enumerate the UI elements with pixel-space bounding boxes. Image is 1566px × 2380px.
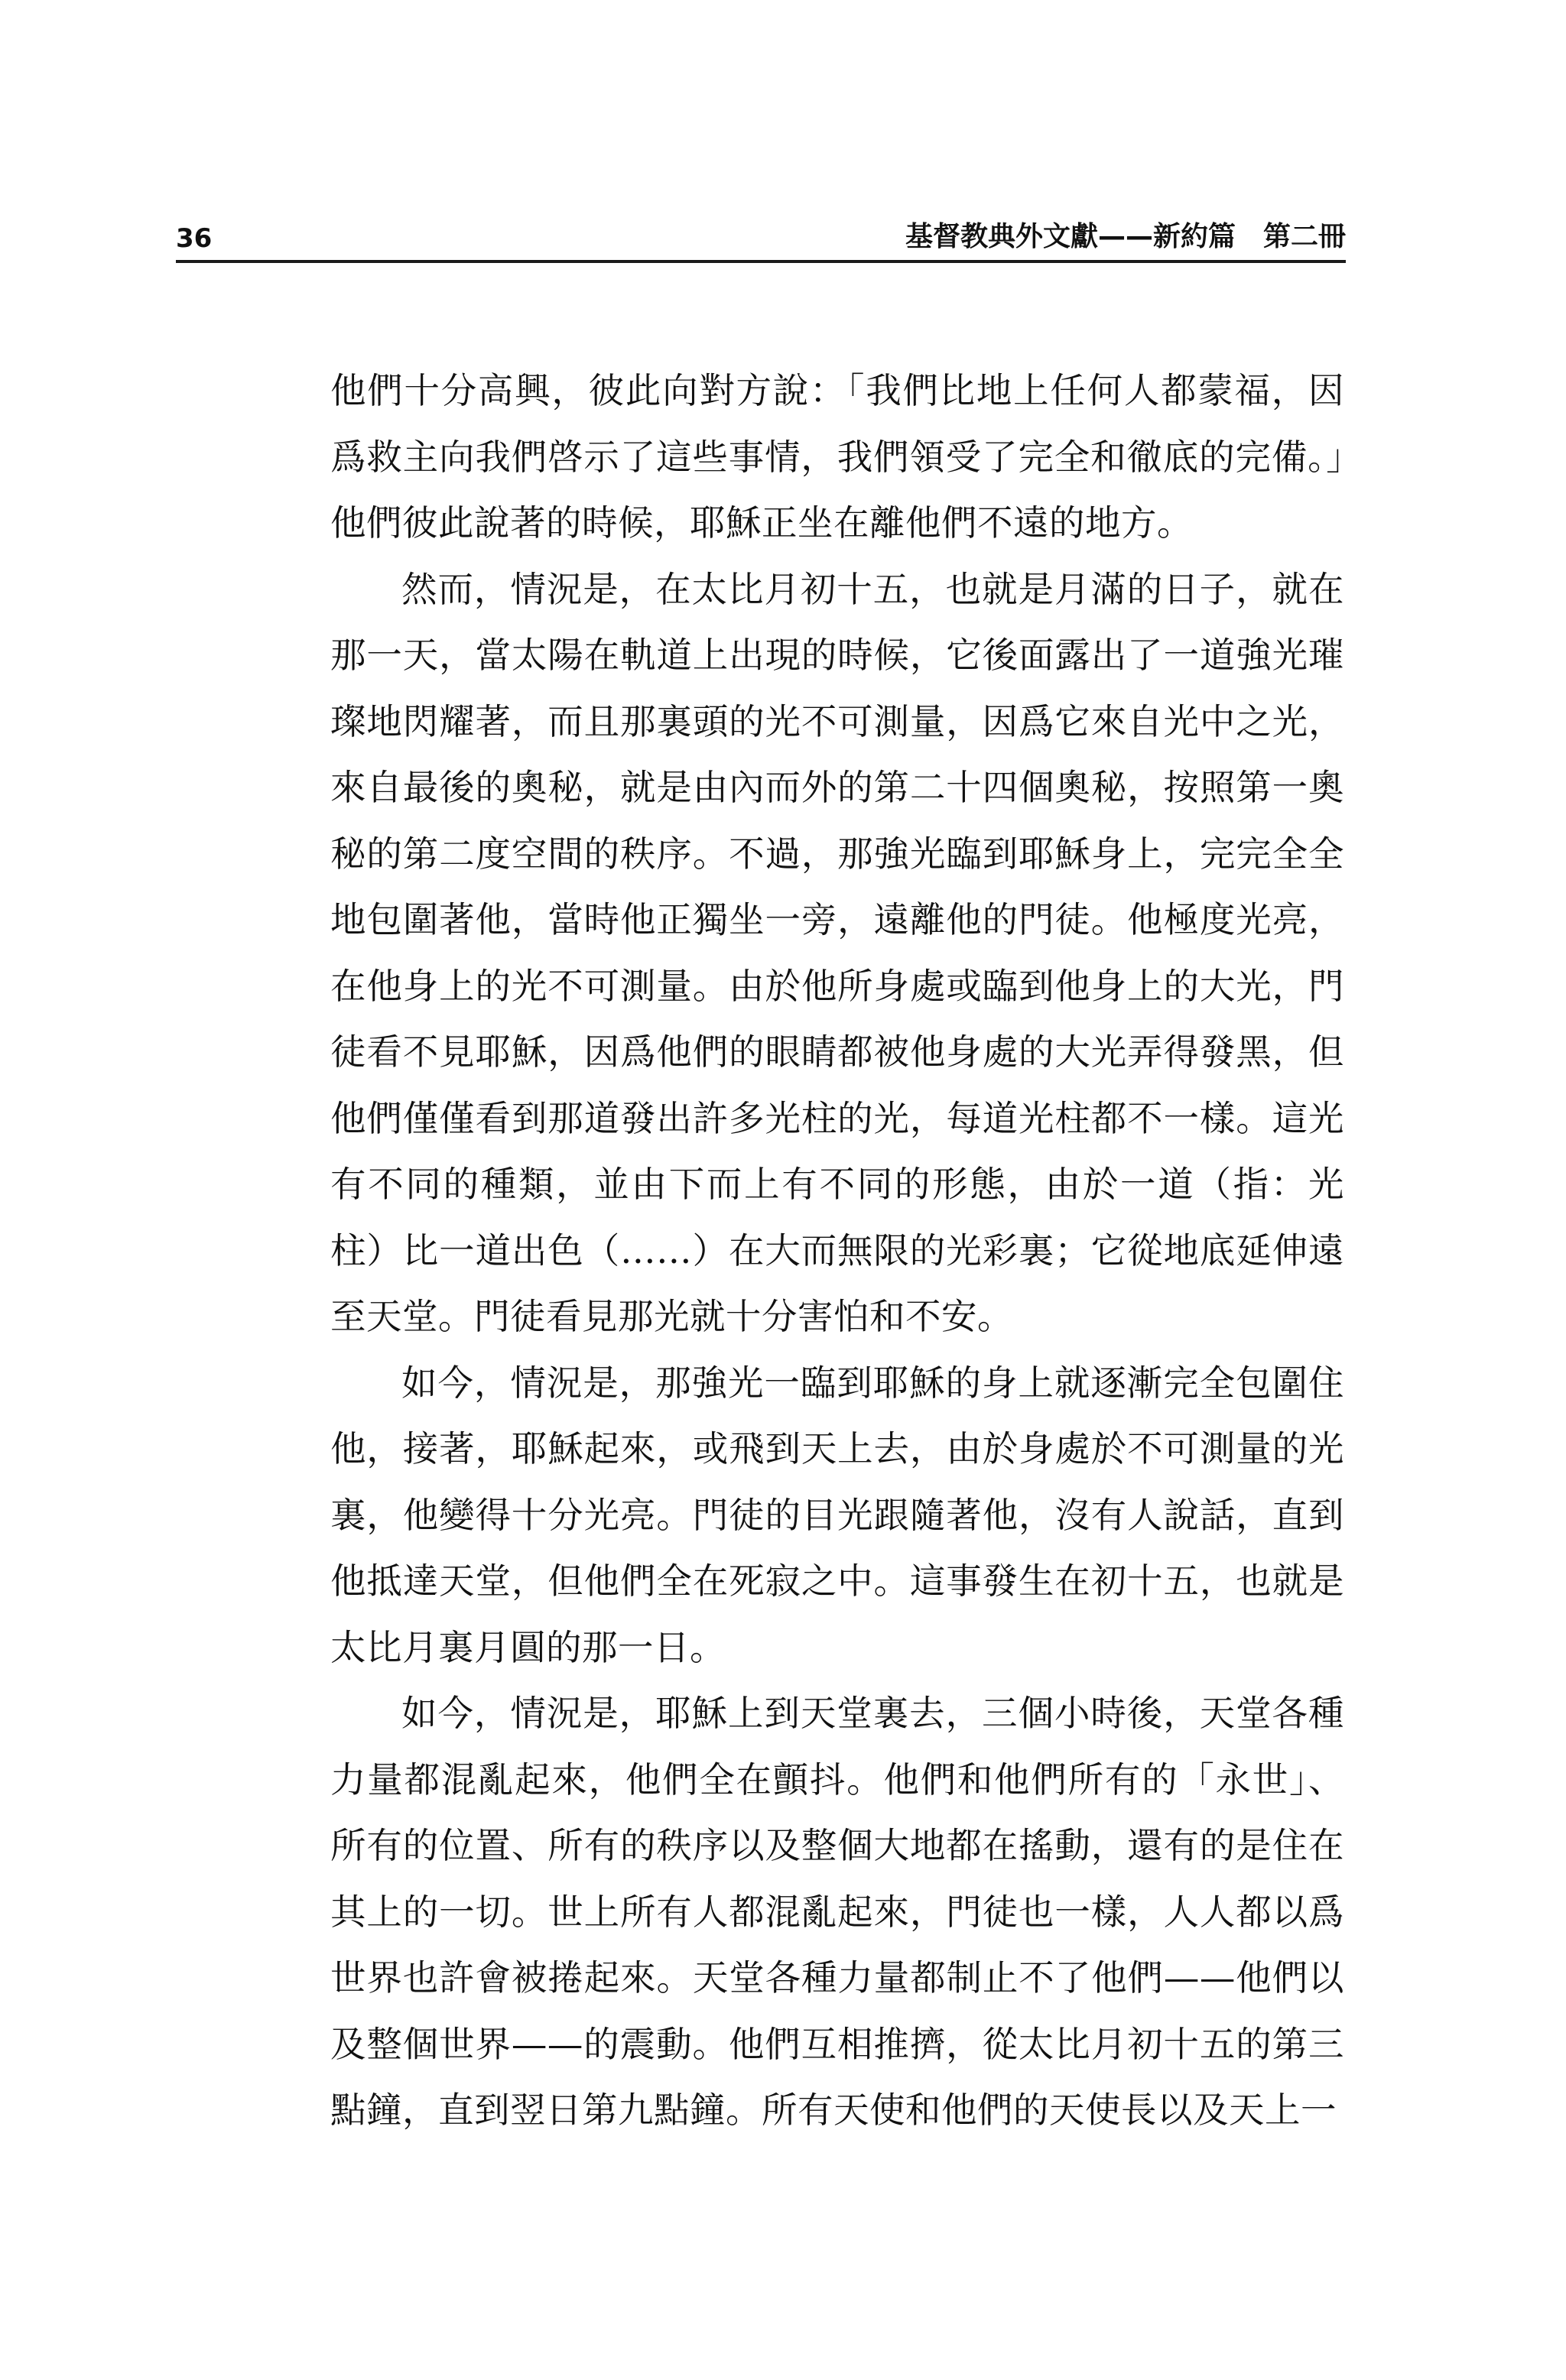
page-header bbox=[176, 211, 1346, 263]
paragraph-2: 然而，情況是，在太比月初十五，也就是月滿的日子，就在那一天，當太陽在軌道上出現的時候，它後面露出了一道強光璀璨地閃耀著，而且那裏頭的光不可測量，因爲它來自光中之光，來自最後的奧秘，就是由內而外的第二十四個奧秘，按照第一奧秘的第二度空間的秩序。不過，那強光臨到耶穌身上，完完全全地包圍著他，當時他正獨坐一旁，遠離他的門徒。他極度光亮，在他身上的光不可測量。由於他所身處或臨到他身上的大光，門徒看不見耶穌，因爲他們的眼睛都被他身處的大光弄得發黑，但他們僅僅看到那道發出許多光柱的光，每道光柱都不一樣。這光有不同的種類，並由下而上有不同的形態，由於一道（指：光柱）比一道出色（……）在大而無限的光彩裏；它從地底延伸遠至天堂。門徒看見那光就十分害怕和不安。 bbox=[330, 568, 1344, 1337]
page-number: 36 bbox=[176, 223, 213, 254]
paragraph-3: 如今，情況是，那強光一臨到耶穌的身上就逐漸完全包圍住他，接著，耶穌起來，或飛到天上去，由於身處於不可測量的光裏，他變得十分光亮。門徒的目光跟隨著他，沒有人說話，直到他抵達天堂，但他們全在死寂之中。這事發生在初十五，也就是太比月裏月圓的那一日。 bbox=[330, 1362, 1344, 1668]
body-text bbox=[330, 358, 1344, 2144]
paragraph-4: 如今，情況是，耶穌上到天堂裏去，三個小時後，天堂各種力量都混亂起來，他們全在顫抖。他們和他們所有的「永世」、所有的位置、所有的秩序以及整個大地都在搖動，還有的是住在其上的一切。世上所有人都混亂起來，門徒也一樣，人人都以爲世界也許會被捲起來。天堂各種力量都制止不了他們——他們以及整個世界——的震動。他們互相推擠，從太比月初十五的第三點鐘，直到翌日第九點鐘。所有天使和他們的天使長以及天上一 bbox=[330, 1693, 1344, 2131]
paragraph-1: 他們十分高興，彼此向對方說：「我們比地上任何人都蒙福，因爲救主向我們啓示了這些事情，我們領受了完全和徹底的完備。」他們彼此說著的時候，耶穌正坐在離他們不遠的地方。 bbox=[330, 370, 1344, 544]
running-title: 基督教典外文獻——新約篇 第二冊 bbox=[905, 221, 1346, 252]
